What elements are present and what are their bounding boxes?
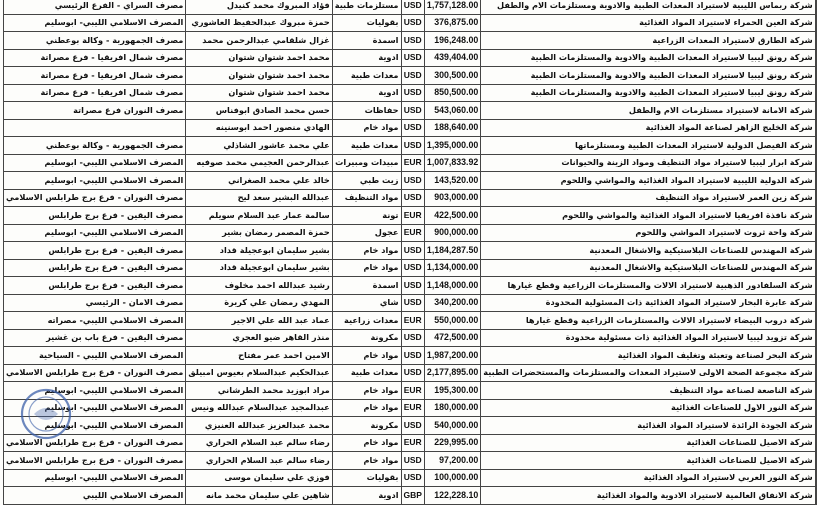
goods-cell: مواد خام [332,434,401,452]
table-row [4,32,817,50]
goods-cell: مكرونة [332,417,401,435]
company-cell: شركة الطارق لاستيراد المعدات الزراعية [481,32,815,50]
table-row [4,137,817,155]
table-row [4,0,817,14]
table-row [4,242,817,260]
row-edge-cell [815,312,816,330]
amount-cell: 1,987,200.00 [424,347,480,365]
bank-cell: مصرف اليقين - فرع برج طرابلس [4,207,186,225]
bank-cell: المصرف الاسلامي الليبي - السياحية [4,347,186,365]
representative-cell: عبدالله البشير سعد ليح [186,189,332,207]
bank-cell: المصرف الاسلامي الليبي- مصراته [4,312,186,330]
company-cell: شركة المهندس للصناعات البلاستيكية والاشغال المعدنية [481,259,815,277]
currency-cell: USD [401,452,424,470]
amount-cell: 472,500.00 [424,329,480,347]
representative-cell: منذر القاهر ضيو العجري [186,329,332,347]
goods-cell: مستلزمات طبية [332,0,401,14]
company-cell: شركة واحة ثروت لاستيراد المواشي واللحوم [481,224,815,242]
bank-cell: مصرف اليقين - فرع باب بن غشير [4,329,186,347]
row-edge-cell [815,487,816,505]
currency-cell: USD [401,259,424,277]
goods-cell: مواد خام [332,119,401,137]
amount-cell: 196,248.00 [424,32,480,50]
goods-cell: مواد خام [332,242,401,260]
table-row [4,207,817,225]
row-edge-cell [815,189,816,207]
currency-cell: EUR [401,154,424,172]
company-cell: شركة رونق ليبيا لاستيراد المعدات الطبية والادوية والمستلزمات الطبية [481,84,815,102]
representative-cell: الهادي منصور احمد ابوسنينه [186,119,332,137]
goods-cell: بقوليات [332,14,401,32]
bank-cell: مصرف الجمهورية - وكالة بوعطني [4,32,186,50]
table-row [4,67,817,85]
bank-cell: مصرف النوران فرع مصراتة [4,102,186,120]
company-cell: شركة المهندس للصناعات البلاستيكية والاشغال المعدنية [481,242,815,260]
company-cell: شركة زين العمر لاستيراد مواد التنظيف [481,189,815,207]
representative-cell: علي محمد عاشور الشاذلي [186,137,332,155]
bank-cell: المصرف الاسلامي الليبي- ابوسليم [4,224,186,242]
amount-cell: 122,228.10 [424,487,480,505]
row-edge-cell [815,102,816,120]
bank-cell: مصرف النوران - فرع برج طرابلس الاسلامي [4,452,186,470]
representative-cell: حسن محمد الصادق ابوفناس [186,102,332,120]
table-row [4,329,817,347]
table-row [4,84,817,102]
table-row [4,224,817,242]
currency-cell: EUR [401,207,424,225]
bank-cell: مصرف النوران - فرع برج طرابلس الاسلامي [4,434,186,452]
amount-cell: 195,300.00 [424,382,480,400]
amount-cell: 180,000.00 [424,399,480,417]
table-row [4,277,817,295]
bank-cell: مصرف شمال افريقيا - فرع مصراتة [4,49,186,67]
bank-cell: مصرف اليقين - فرع برج طرابلس [4,242,186,260]
company-cell: شركة السلفادور الذهبية لاستيراد الالات والمستلزمات الزراعية وقطع غيارها [481,277,815,295]
row-edge-cell [815,417,816,435]
amount-cell: 188,640.00 [424,119,480,137]
bank-cell: مصرف النوران - فرع برج طرابلس الاسلامي [4,364,186,382]
bank-cell: المصرف الاسلامي الليبي- ابوسليم [4,154,186,172]
amount-cell: 439,404.00 [424,49,480,67]
amount-cell: 1,007,833.92 [424,154,480,172]
table-row [4,434,817,452]
company-cell: شركة رونق ليبيا لاستيراد المعدات الطبية والادوية والمستلزمات الطبية [481,67,815,85]
table-row [4,312,817,330]
bank-cell: المصرف الاسلامي الليبي [4,487,186,505]
goods-cell: مواد خام [332,347,401,365]
company-cell: شركة عابرة البحار لاستيراد المواد الغذائية ذات المسئولية المحدودة [481,294,815,312]
bank-cell: مصرف اليقين - فرع برج طرابلس [4,259,186,277]
bank-cell: مصرف اليقين - فرع برج طرابلس [4,277,186,295]
amount-cell: 1,395,000.00 [424,137,480,155]
amount-cell: 376,875.00 [424,14,480,32]
representative-cell: محمد احمد شتوان شتوان [186,84,332,102]
bank-cell: المصرف الاسلامي الليبي- ابوسليم [4,417,186,435]
amount-cell: 340,200.00 [424,294,480,312]
company-cell: شركة النور العربي لاستيراد المواد الغذائية [481,469,815,487]
amount-cell: 97,200.00 [424,452,480,470]
amount-cell: 900,000.00 [424,224,480,242]
currency-cell: USD [401,329,424,347]
currency-cell: USD [401,32,424,50]
goods-cell: مواد خام [332,382,401,400]
row-edge-cell [815,329,816,347]
table-row [4,154,817,172]
goods-cell: حفاظات [332,102,401,120]
table-row [4,469,817,487]
row-edge-cell [815,242,816,260]
row-edge-cell [815,67,816,85]
bank-cell: المصرف الاسلامي الليبي- ابوسليم [4,172,186,190]
representative-cell: غزال شلقامي عبدالرحمن محمد [186,32,332,50]
representative-cell: بشير سليمان ابوعجيلة قداد [186,259,332,277]
table-row [4,49,817,67]
table-row [4,487,817,505]
currency-cell: USD [401,294,424,312]
amount-cell: 550,000.00 [424,312,480,330]
currency-cell: USD [401,84,424,102]
currency-cell: USD [401,137,424,155]
row-edge-cell [815,434,816,452]
currency-cell: USD [401,67,424,85]
row-edge-cell [815,347,816,365]
amount-cell: 2,177,895.00 [424,364,480,382]
goods-cell: اسمدة [332,32,401,50]
currency-cell: EUR [401,399,424,417]
currency-cell: USD [401,102,424,120]
row-edge-cell [815,224,816,242]
row-edge-cell [815,207,816,225]
currency-cell: USD [401,277,424,295]
currency-cell: EUR [401,434,424,452]
goods-cell: بقوليات [332,469,401,487]
representative-cell: فؤاد المبروك محمد كنيدل [186,0,332,14]
representative-cell: فوزي علي سليمان موسى [186,469,332,487]
amount-cell: 422,500.00 [424,207,480,225]
company-cell: شركة مجموعة الصحة الاولى لاستيراد المعدات والمستلزمات والمستحضرات الطبية [481,364,815,382]
company-cell: شركة الخليج الزاهر لصناعة المواد الغذائية [481,119,815,137]
goods-cell: معدات طبية [332,67,401,85]
row-edge-cell [815,277,816,295]
row-edge-cell [815,399,816,417]
goods-cell: معدات زراعية [332,312,401,330]
goods-cell: عجول [332,224,401,242]
currency-cell: EUR [401,312,424,330]
currency-cell: EUR [401,382,424,400]
bank-cell: مصرف السراي - الفرع الرئيسي [4,0,186,14]
currency-cell: USD [401,347,424,365]
row-edge-cell [815,259,816,277]
row-edge-cell [815,0,816,14]
amount-cell: 1,184,287.50 [424,242,480,260]
table-row [4,119,817,137]
goods-cell: مبيدات ومبيرات [332,154,401,172]
goods-cell: زيت طبي [332,172,401,190]
amount-cell: 540,000.00 [424,417,480,435]
row-edge-cell [815,469,816,487]
company-cell: شركة رونق ليبيا لاستيراد المعدات الطبية والادوية والمستلزمات الطبية [481,49,815,67]
goods-cell: اسمدة [332,277,401,295]
company-cell: شركة الاصيل للصناعات الغذائية [481,452,815,470]
table-row [4,399,817,417]
bank-cell: المصرف الاسلامي الليبي- ابوسليم [4,469,186,487]
row-edge-cell [815,14,816,32]
representative-cell: رضاء سالم عبد السلام الحراري [186,434,332,452]
amount-cell: 903,000.00 [424,189,480,207]
table-row [4,452,817,470]
representative-cell: مراد ابوزيد محمد الطرشاني [186,382,332,400]
currency-cell: USD [401,172,424,190]
currency-cell: USD [401,417,424,435]
table-row [4,14,817,32]
amount-cell: 543,060.00 [424,102,480,120]
goods-cell: ادوية [332,84,401,102]
goods-cell: ادوية [332,487,401,505]
bank-cell [4,119,186,137]
representative-cell: حمزة مبروك عبدالحفيظ العاشوري [186,14,332,32]
table-body [4,0,817,504]
bank-cell: المصرف الاسلامي الليبي- ابوسليم [4,14,186,32]
table-row [4,382,817,400]
row-edge-cell [815,32,816,50]
amount-cell: 1,134,000.00 [424,259,480,277]
company-cell: شركة النور الاول للصناعات الغذائية [481,399,815,417]
company-cell: شركة الاصيل للصناعات الغذائية [481,434,815,452]
bank-cell: مصرف شمال افريقيا - فرع مصراتة [4,84,186,102]
amount-cell: 300,500.00 [424,67,480,85]
company-cell: شركة الدولية الليبية لاستيراد المواد الغذائية والمواشي واللحوم [481,172,815,190]
amount-cell: 229,995.00 [424,434,480,452]
representative-cell: الامين احمد عمر مفتاح [186,347,332,365]
currency-cell: USD [401,14,424,32]
table-row [4,172,817,190]
bank-cell: المصرف الاسلامي الليبي- ابوسليم [4,399,186,417]
row-edge-cell [815,49,816,67]
bank-cell: مصرف النوران - فرع برج طرابلس الاسلامي [4,189,186,207]
goods-cell: تونة [332,207,401,225]
currency-cell: USD [401,189,424,207]
table-row [4,259,817,277]
row-edge-cell [815,452,816,470]
row-edge-cell [815,294,816,312]
company-cell: شركة ابرار ليبيا لاستيراد مواد التنظيف ومواد الزينة والحيوانات [481,154,815,172]
goods-cell: شاي [332,294,401,312]
representative-cell: رضاء سالم عبد السلام الحراري [186,452,332,470]
goods-cell: مكرونة [332,329,401,347]
representative-cell: خالد علي محمد الصغراني [186,172,332,190]
amount-cell: 1,148,000.00 [424,277,480,295]
table-row [4,189,817,207]
company-cell: شركة تزويد ليبيا لاستيراد المواد الغذائية ذات مسئولية محدودة [481,329,815,347]
representative-cell: المهدي رمضان علي كريرة [186,294,332,312]
bank-cell: مصرف الجمهورية - وكالة بوعطني [4,137,186,155]
currency-cell: USD [401,364,424,382]
representative-cell: محمد احمد شتوان شتوان [186,49,332,67]
currency-cell: USD [401,119,424,137]
goods-cell: مواد خام [332,399,401,417]
currency-cell: USD [401,469,424,487]
company-cell: شركة دروب البيضاء لاستيراد الالات والمستلزمات الزراعية وقطع غيارها [481,312,815,330]
table-row [4,347,817,365]
company-cell: شركة العين الحمراء لاستيراد المواد الغذائية [481,14,815,32]
goods-cell: مواد خام [332,452,401,470]
representative-cell: رشيد عبدالله احمد مخلوف [186,277,332,295]
representative-cell: عماد عبد الله علي الاجير [186,312,332,330]
goods-cell: مواد خام [332,259,401,277]
table-row [4,364,817,382]
table-row [4,417,817,435]
representative-cell: عبدالحكيم عبدالسلام بعيوس امبيلق [186,364,332,382]
company-cell: شركة الانفاق العالمية لاستيراد الادوية والمواد الغذائية [481,487,815,505]
row-edge-cell [815,84,816,102]
representative-cell: عبدالمجيد عبدالسلام عبدالله ونيس [186,399,332,417]
table-row [4,294,817,312]
bank-cell: مصرف شمال افريقيا - فرع مصراتة [4,67,186,85]
representative-cell: حمزة المصمر رمضان بشير [186,224,332,242]
bank-cell: مصرف الامان - الرئيسي [4,294,186,312]
company-cell: شركة نافذة افريقيا لاستيراد المواد الغذائية والمواشي واللحوم [481,207,815,225]
representative-cell: محمد عبدالعزيز عبدالله العنيزي [186,417,332,435]
row-edge-cell [815,137,816,155]
currency-cell: GBP [401,487,424,505]
representative-cell: شاهين علي سليمان محمد مانه [186,487,332,505]
amount-cell: 850,500.00 [424,84,480,102]
representative-cell: بشير سليمان ابوعجيلة قداد [186,242,332,260]
goods-cell: مواد التنظيف [332,189,401,207]
representative-cell: عبدالرحمن العجيمي محمد صوفيه [186,154,332,172]
row-edge-cell [815,382,816,400]
row-edge-cell [815,364,816,382]
company-cell: شركة الامانة لاستيراد مستلزمات الام والطفل [481,102,815,120]
goods-cell: ادوية [332,49,401,67]
company-cell: شركة الناصعة لصناعة مواد التنظيف [481,382,815,400]
representative-cell: محمد احمد شتوان شتوان [186,67,332,85]
currency-cell: USD [401,242,424,260]
currency-cell: USD [401,0,424,14]
company-cell: شركة الفيصل الدولية لاستيراد المعدات الطبية ومستلزماتها [481,137,815,155]
goods-cell: معدات طبية [332,364,401,382]
representative-cell: سالمة عمار عبد السلام سويلم [186,207,332,225]
company-cell: شركة ربماس الليبية لاستيراد المعدات الطبية والادوية ومستلزمات الام والطفل [481,0,815,14]
official-stamp-seal [20,388,72,440]
bank-cell: المصرف الاسلامي الليبي- ابوسليم [4,382,186,400]
currency-cell: EUR [401,224,424,242]
table-row [4,102,817,120]
currency-cell: USD [401,49,424,67]
amount-cell: 1,757,128.00 [424,0,480,14]
import-records-table [3,0,817,505]
amount-cell: 143,520.00 [424,172,480,190]
row-edge-cell [815,119,816,137]
row-edge-cell [815,172,816,190]
amount-cell: 100,000.00 [424,469,480,487]
company-cell: شركة الجودة الرائدة لاستيراد المواد الغذائية [481,417,815,435]
row-edge-cell [815,154,816,172]
company-cell: شركة البحر لصناعة وتعبئة وتغليف المواد الغذائية [481,347,815,365]
goods-cell: معدات طبية [332,137,401,155]
